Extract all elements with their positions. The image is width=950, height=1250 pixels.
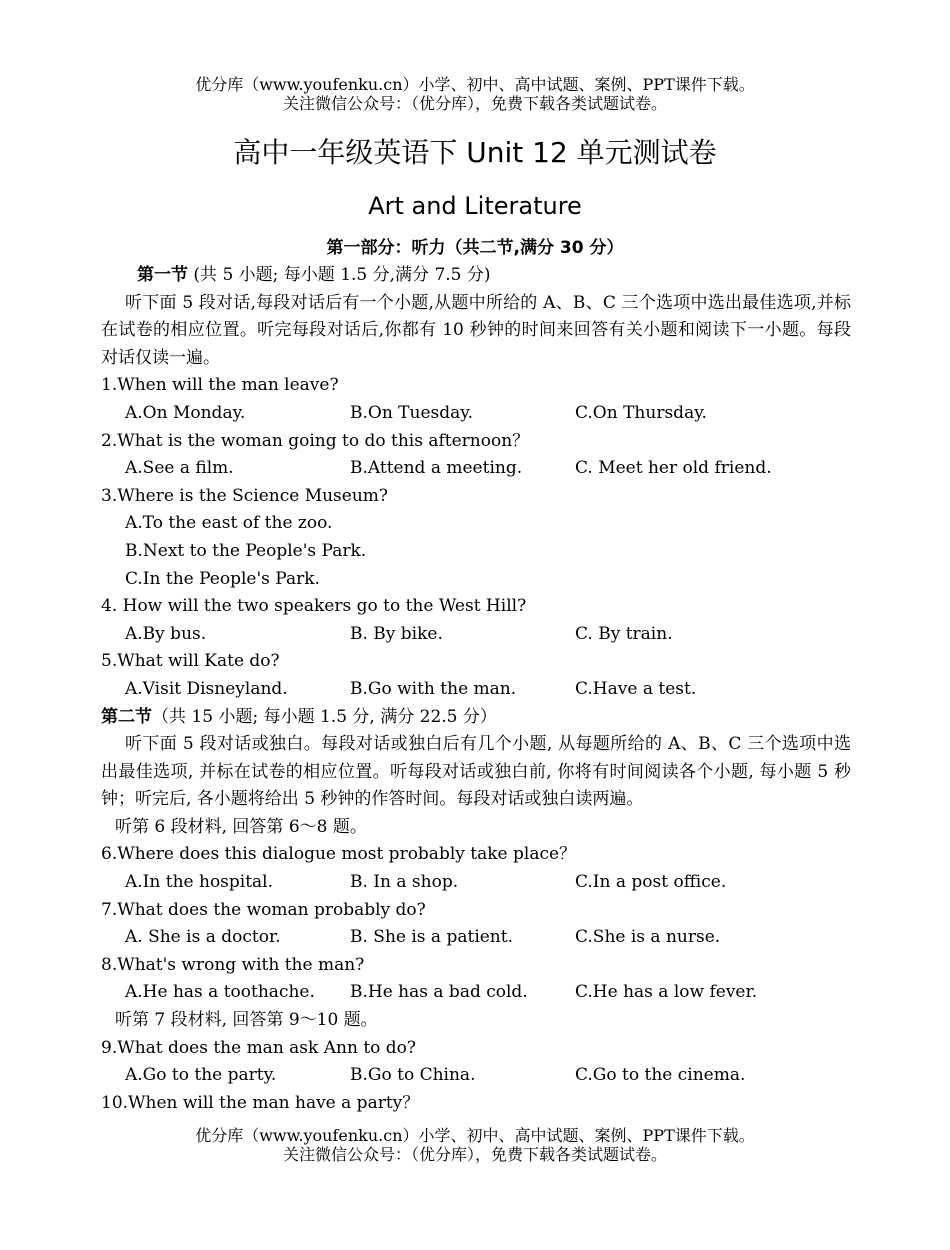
page-footer [0,1126,950,1164]
question-4-option-c: C. By train. [575,623,673,644]
question-9-option-b: B.Go to China. [350,1065,476,1086]
question-4-stem: 4. How will the two speakers go to the West Hill? [101,596,527,617]
question-5-option-a: A.Visit Disneyland. [125,678,288,699]
question-5-stem: 5.What will Kate do? [101,651,280,672]
question-8-options [101,979,851,1007]
exam-subtitle: Art and Literature [368,192,582,220]
question-8-option-b: B.He has a bad cold. [350,982,528,1003]
question-6-stem: 6.Where does this dialogue most probably take place？ [101,844,577,865]
question-9-option-c: C.Go to the cinema. [575,1065,746,1086]
question-7-option-b: B. She is a patient. [350,927,513,948]
section1-title: 第一节 [137,265,188,285]
header-line-2: 关注微信公众号：（优分库），免费下载各类试题试卷。 [282,94,667,113]
question-3-option-b: B.Next to the People's Park. [125,540,367,561]
question-6-option-a: A.In the hospital. [125,872,274,893]
question-2-option-a: A.See a film. [125,458,234,479]
section1-instructions: 听下面 5 段对话,每段对话后有一个小题,从题中所给的 A、B、C 三个选项中选出最佳选项,并标在试卷的相应位置。听完每段对话后,你都有 10 秒钟的时间来回答有关小题和阅读下一小题。每段对话仅读一遍。 [101,292,851,368]
question-9-options [101,1062,851,1090]
question-10-stem: 10.When will the man have a party？ [101,1092,420,1113]
question-4-option-b: B. By bike. [350,623,443,644]
question-7-option-c: C.She is a nurse. [575,927,721,948]
part1-heading: 第一部分：听力（共二节,满分 30 分） [326,238,624,258]
question-9-option-a: A.Go to the party. [125,1065,277,1086]
header-line-1: 优分库（www.youfenku.cn）小学、初中、高中试题、案例、PPT课件下载。 [195,75,755,94]
question-1-options [101,400,851,428]
question-5-option-b: B.Go with the man. [350,678,517,699]
section2-info: （共 15 小题; 每小题 1.5 分, 满分 22.5 分） [152,706,497,727]
section2-title: 第二节 [101,706,152,727]
question-9-stem: 9.What does the man ask Ann to do? [101,1037,417,1058]
section2-instructions: 听下面 5 段对话或独白。每段对话或独白后有几个小题, 从每题所给的 A、B、C 三个选项中选出最佳选项, 并标在试卷的相应位置。听每段对话或独白前, 你将有时间阅读各个小题, 每小题 5 秒钟；听完后, 各小题将给出 5 秒钟的作答时间。每段对话或独白读两遍。 [101,734,851,810]
exam-title: 高中一年级英语下 Unit 12 单元测试卷 [233,136,717,169]
question-2-stem: 2.What is the woman going to do this afternoon？ [101,430,530,451]
question-2-option-b: B.Attend a meeting. [350,458,523,479]
question-4-option-a: A.By bus. [125,623,207,644]
question-3-option-c: C.In the People's Park. [125,568,320,589]
question-8-stem: 8.What's wrong with the man? [101,954,365,975]
question-3-stem: 3.Where is the Science Museum? [101,485,389,506]
question-6-options [101,869,851,897]
material-7-note: 听第 7 段材料, 回答第 9～10 题。 [115,1010,378,1031]
question-6-option-b: B. In a shop. [350,872,459,893]
material-6-note: 听第 6 段材料, 回答第 6～8 题。 [115,816,367,837]
footer-line-2: 关注微信公众号：（优分库），免费下载各类试题试卷。 [282,1145,667,1164]
question-7-option-a: A. She is a doctor. [125,927,281,948]
question-7-stem: 7.What does the woman probably do? [101,899,426,920]
question-5-options [101,676,851,704]
section1-info: (共 5 小题; 每小题 1.5 分,满分 7.5 分) [188,265,491,285]
page-header [0,75,950,113]
question-6-option-c: C.In a post office. [575,872,727,893]
question-1-option-a: A.On Monday. [125,402,246,423]
question-1-option-b: B.On Tuesday. [350,402,474,423]
exam-content [101,262,851,1117]
question-5-option-c: C.Have a test. [575,678,697,699]
section2-heading [101,704,851,732]
question-8-option-a: A.He has a toothache. [125,982,315,1003]
question-3-option-a: A.To the east of the zoo. [125,513,333,534]
question-2-options [101,455,851,483]
question-7-options [101,924,851,952]
question-2-option-c: C. Meet her old friend. [575,458,772,479]
section1-heading [101,262,851,290]
footer-line-1: 优分库（www.youfenku.cn）小学、初中、高中试题、案例、PPT课件下载。 [195,1126,755,1145]
question-4-options [101,621,851,649]
question-1-stem: 1.When will the man leave? [101,375,339,396]
question-8-option-c: C.He has a low fever. [575,982,758,1003]
question-1-option-c: C.On Thursday. [575,402,707,423]
